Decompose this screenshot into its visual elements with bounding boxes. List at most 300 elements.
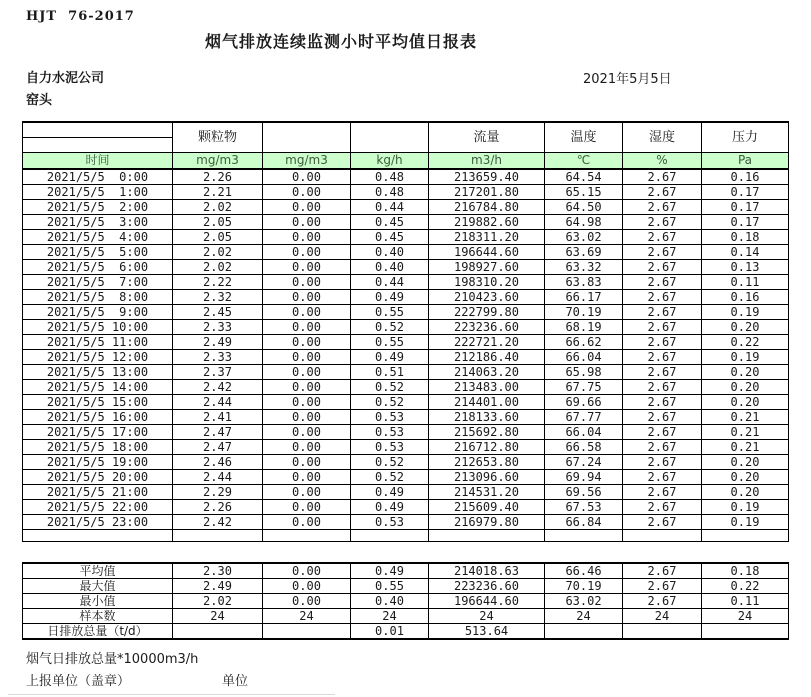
value-cell-3: 213096.60 [429,470,545,485]
value-cell-3: 216712.80 [429,440,545,455]
time-cell: 2021/5/5 15:00 [23,395,173,410]
value-cell-1: 0.00 [263,169,351,185]
unit-header-cell-0: 时间 [23,153,173,170]
value-cell-1: 0.00 [263,380,351,395]
summary-value-cell-0: 2.49 [173,579,263,594]
summary-value-cell-0 [173,624,263,640]
blank-cell [23,530,173,542]
value-cell-4: 65.98 [545,365,623,380]
value-cell-5: 2.67 [623,425,702,440]
table-row [23,410,789,425]
summary-value-cell-2: 0.01 [351,624,429,640]
table-row [23,215,789,230]
value-cell-3: 210423.60 [429,290,545,305]
summary-row [23,609,789,624]
value-cell-4: 63.02 [545,230,623,245]
unit-header-cell-4: m3/h [429,153,545,170]
value-cell-4: 69.56 [545,485,623,500]
table-row [23,395,789,410]
value-cell-3: 216979.80 [429,515,545,530]
summary-value-cell-2: 0.49 [351,563,429,579]
value-cell-2: 0.49 [351,290,429,305]
value-cell-6: 0.14 [702,245,789,260]
pollutant-header-cell-2 [263,122,351,153]
value-cell-1: 0.00 [263,515,351,530]
value-cell-6: 0.17 [702,215,789,230]
value-cell-5: 2.67 [623,365,702,380]
value-cell-1: 0.00 [263,290,351,305]
summary-label-cell: 最小值 [23,594,173,609]
value-cell-3: 198310.20 [429,275,545,290]
value-cell-4: 63.83 [545,275,623,290]
summary-value-cell-3: 196644.60 [429,594,545,609]
value-cell-0: 2.44 [173,470,263,485]
value-cell-6: 0.20 [702,470,789,485]
value-cell-2: 0.52 [351,380,429,395]
value-cell-6: 0.21 [702,440,789,455]
value-cell-2: 0.44 [351,275,429,290]
value-cell-4: 67.53 [545,500,623,515]
summary-value-cell-2: 24 [351,609,429,624]
value-cell-4: 66.62 [545,335,623,350]
time-cell: 2021/5/5 17:00 [23,425,173,440]
pollutant-header-cell-5: 温度 [545,122,623,153]
table-row [23,275,789,290]
summary-value-cell-5: 2.67 [623,579,702,594]
value-cell-0: 2.47 [173,440,263,455]
summary-value-cell-1: 24 [263,609,351,624]
value-cell-1: 0.00 [263,185,351,200]
time-cell: 2021/5/5 10:00 [23,320,173,335]
value-cell-4: 67.24 [545,455,623,470]
value-cell-2: 0.53 [351,425,429,440]
time-cell: 2021/5/5 1:00 [23,185,173,200]
table-row [23,320,789,335]
value-cell-5: 2.67 [623,350,702,365]
value-cell-6: 0.13 [702,260,789,275]
value-cell-6: 0.22 [702,335,789,350]
blank-cell [263,530,351,542]
table-row [23,169,789,185]
summary-label-cell: 最大值 [23,579,173,594]
value-cell-0: 2.29 [173,485,263,500]
table-row [23,200,789,215]
time-cell: 2021/5/5 5:00 [23,245,173,260]
value-cell-3: 213659.40 [429,169,545,185]
summary-value-cell-6: 0.11 [702,594,789,609]
summary-row [23,624,789,640]
unit-header-cell-5: ℃ [545,153,623,170]
value-cell-5: 2.67 [623,230,702,245]
value-cell-3: 215609.40 [429,500,545,515]
value-cell-5: 2.67 [623,410,702,425]
time-cell: 2021/5/5 9:00 [23,305,173,320]
value-cell-3: 222799.80 [429,305,545,320]
value-cell-0: 2.44 [173,395,263,410]
summary-label-cell: 样本数 [23,609,173,624]
value-cell-2: 0.40 [351,260,429,275]
value-cell-6: 0.19 [702,350,789,365]
blank-cell [429,530,545,542]
value-cell-6: 0.11 [702,275,789,290]
time-cell: 2021/5/5 12:00 [23,350,173,365]
value-cell-4: 64.98 [545,215,623,230]
summary-value-cell-0: 2.30 [173,563,263,579]
pollutant-header-cell-6: 湿度 [623,122,702,153]
value-cell-3: 198927.60 [429,260,545,275]
unit-header-row [23,153,789,170]
value-cell-0: 2.45 [173,305,263,320]
summary-row [23,594,789,609]
value-cell-1: 0.00 [263,260,351,275]
value-cell-6: 0.20 [702,455,789,470]
summary-value-cell-3: 214018.63 [429,563,545,579]
value-cell-2: 0.49 [351,485,429,500]
page-title: 烟气排放连续监测小时平均值日报表 [205,32,478,51]
summary-value-cell-2: 0.40 [351,594,429,609]
value-cell-0: 2.32 [173,290,263,305]
value-cell-3: 216784.80 [429,200,545,215]
pollutant-header-cell-3 [351,122,429,153]
time-cell: 2021/5/5 16:00 [23,410,173,425]
time-cell: 2021/5/5 6:00 [23,260,173,275]
value-cell-4: 64.50 [545,200,623,215]
table-row [23,335,789,350]
summary-row [23,563,789,579]
page-bottom-rule [8,694,335,695]
value-cell-0: 2.42 [173,380,263,395]
value-cell-2: 0.44 [351,200,429,215]
table-row [23,485,789,500]
value-cell-6: 0.16 [702,290,789,305]
value-cell-6: 0.20 [702,380,789,395]
table-row [23,185,789,200]
value-cell-4: 67.77 [545,410,623,425]
value-cell-2: 0.48 [351,185,429,200]
value-cell-6: 0.19 [702,515,789,530]
value-cell-5: 2.67 [623,455,702,470]
table-row [23,380,789,395]
value-cell-3: 213483.00 [429,380,545,395]
value-cell-4: 66.84 [545,515,623,530]
value-cell-5: 2.67 [623,440,702,455]
value-cell-1: 0.00 [263,470,351,485]
summary-label-cell: 平均值 [23,563,173,579]
table-row [23,230,789,245]
value-cell-4: 66.04 [545,425,623,440]
summary-rows [23,563,789,639]
value-cell-0: 2.41 [173,410,263,425]
monitor-point-label: 窑头 [26,93,53,108]
value-cell-6: 0.19 [702,305,789,320]
value-cell-5: 2.67 [623,335,702,350]
value-cell-0: 2.02 [173,260,263,275]
value-cell-1: 0.00 [263,455,351,470]
value-cell-5: 2.67 [623,305,702,320]
value-cell-4: 63.69 [545,245,623,260]
table-row [23,305,789,320]
summary-value-cell-0: 2.02 [173,594,263,609]
value-cell-0: 2.46 [173,455,263,470]
value-cell-1: 0.00 [263,395,351,410]
value-cell-0: 2.26 [173,169,263,185]
summary-value-cell-1: 0.00 [263,594,351,609]
summary-value-cell-4 [545,624,623,640]
value-cell-2: 0.51 [351,365,429,380]
value-cell-6: 0.21 [702,425,789,440]
time-cell: 2021/5/5 18:00 [23,440,173,455]
value-cell-6: 0.17 [702,200,789,215]
value-cell-3: 196644.60 [429,245,545,260]
time-cell: 2021/5/5 23:00 [23,515,173,530]
value-cell-0: 2.33 [173,350,263,365]
value-cell-4: 66.58 [545,440,623,455]
time-cell: 2021/5/5 13:00 [23,365,173,380]
standard-code: HJT 76-2017 [26,9,135,24]
value-cell-1: 0.00 [263,365,351,380]
value-cell-2: 0.52 [351,320,429,335]
summary-row [23,579,789,594]
time-cell: 2021/5/5 0:00 [23,169,173,185]
time-cell: 2021/5/5 8:00 [23,290,173,305]
time-cell: 2021/5/5 4:00 [23,230,173,245]
value-cell-2: 0.49 [351,350,429,365]
time-cell: 2021/5/5 3:00 [23,215,173,230]
table-row [23,350,789,365]
value-cell-3: 217201.80 [429,185,545,200]
summary-label-cell: 日排放总量（t/d） [23,624,173,640]
table-row [23,425,789,440]
value-cell-5: 2.67 [623,200,702,215]
company-name: 自力水泥公司 [26,71,105,86]
unit-header-cell-6: % [623,153,702,170]
value-cell-1: 0.00 [263,215,351,230]
value-cell-2: 0.55 [351,335,429,350]
value-cell-6: 0.20 [702,365,789,380]
hourly-data-table [22,121,789,542]
unit-header-cell-2: mg/m3 [263,153,351,170]
summary-value-cell-6: 0.18 [702,563,789,579]
value-cell-3: 212186.40 [429,350,545,365]
blank-cell [702,530,789,542]
value-cell-0: 2.21 [173,185,263,200]
summary-value-cell-1 [263,624,351,640]
time-cell: 2021/5/5 20:00 [23,470,173,485]
summary-value-cell-4: 70.19 [545,579,623,594]
value-cell-6: 0.17 [702,185,789,200]
value-cell-5: 2.67 [623,245,702,260]
value-cell-2: 0.52 [351,470,429,485]
value-cell-2: 0.45 [351,230,429,245]
summary-table [22,562,789,640]
value-cell-4: 63.32 [545,260,623,275]
value-cell-0: 2.02 [173,200,263,215]
summary-value-cell-4: 63.02 [545,594,623,609]
summary-value-cell-3: 223236.60 [429,579,545,594]
value-cell-0: 2.42 [173,515,263,530]
value-cell-0: 2.47 [173,425,263,440]
value-cell-0: 2.05 [173,230,263,245]
summary-value-cell-1: 0.00 [263,579,351,594]
unit-header-cell-1: mg/m3 [173,153,263,170]
value-cell-0: 2.26 [173,500,263,515]
pollutant-header-row [23,122,789,138]
table-row [23,455,789,470]
value-cell-6: 0.20 [702,320,789,335]
value-cell-0: 2.49 [173,335,263,350]
value-cell-2: 0.48 [351,169,429,185]
summary-value-cell-5: 24 [623,609,702,624]
value-cell-3: 222721.20 [429,335,545,350]
summary-value-cell-3: 513.64 [429,624,545,640]
table-row [23,260,789,275]
value-cell-2: 0.40 [351,245,429,260]
value-cell-5: 2.67 [623,470,702,485]
blank-cell [173,530,263,542]
value-cell-5: 2.67 [623,290,702,305]
blank-cell [351,530,429,542]
value-cell-3: 218311.20 [429,230,545,245]
summary-value-cell-3: 24 [429,609,545,624]
value-cell-1: 0.00 [263,500,351,515]
value-cell-6: 0.21 [702,410,789,425]
value-cell-1: 0.00 [263,230,351,245]
value-cell-3: 223236.60 [429,320,545,335]
value-cell-2: 0.53 [351,410,429,425]
value-cell-6: 0.18 [702,230,789,245]
table-row [23,515,789,530]
value-cell-4: 64.54 [545,169,623,185]
value-cell-4: 69.94 [545,470,623,485]
header-time-subcell-bottom [23,138,173,153]
value-cell-1: 0.00 [263,245,351,260]
summary-value-cell-4: 66.46 [545,563,623,579]
value-cell-3: 219882.60 [429,215,545,230]
flow-total-note: 烟气日排放总量*10000m3/h [26,652,199,667]
value-cell-4: 66.04 [545,350,623,365]
value-cell-2: 0.53 [351,515,429,530]
value-cell-6: 0.20 [702,485,789,500]
summary-value-cell-5 [623,624,702,640]
summary-value-cell-5: 2.67 [623,594,702,609]
summary-value-cell-2: 0.55 [351,579,429,594]
value-cell-0: 2.22 [173,275,263,290]
time-cell: 2021/5/5 2:00 [23,200,173,215]
pollutant-header-cell-7: 压力 [702,122,789,153]
value-cell-3: 214401.00 [429,395,545,410]
blank-cell [623,530,702,542]
value-cell-1: 0.00 [263,320,351,335]
value-cell-1: 0.00 [263,335,351,350]
value-cell-6: 0.16 [702,169,789,185]
value-cell-5: 2.67 [623,260,702,275]
summary-value-cell-6: 0.22 [702,579,789,594]
summary-value-cell-6 [702,624,789,640]
table-row [23,500,789,515]
table-row [23,440,789,455]
value-cell-5: 2.67 [623,485,702,500]
value-cell-0: 2.37 [173,365,263,380]
value-cell-4: 67.75 [545,380,623,395]
value-cell-4: 70.19 [545,305,623,320]
value-cell-2: 0.53 [351,440,429,455]
value-cell-5: 2.67 [623,500,702,515]
blank-cell [545,530,623,542]
time-cell: 2021/5/5 22:00 [23,500,173,515]
value-cell-5: 2.67 [623,320,702,335]
value-cell-6: 0.20 [702,395,789,410]
value-cell-3: 212653.80 [429,455,545,470]
value-cell-3: 215692.80 [429,425,545,440]
header-time-subcell-top [23,122,173,138]
value-cell-5: 2.67 [623,275,702,290]
value-cell-5: 2.67 [623,215,702,230]
value-cell-0: 2.33 [173,320,263,335]
summary-value-cell-1: 0.00 [263,563,351,579]
report-date: 2021年5月5日 [583,72,672,87]
time-cell: 2021/5/5 21:00 [23,485,173,500]
value-cell-2: 0.45 [351,215,429,230]
unit-header-cell-3: kg/h [351,153,429,170]
report-unit-label: 上报单位（盖章） [26,674,131,689]
value-cell-4: 68.19 [545,320,623,335]
table-row [23,470,789,485]
summary-value-cell-4: 24 [545,609,623,624]
hourly-rows [23,169,789,542]
value-cell-2: 0.55 [351,305,429,320]
value-cell-2: 0.52 [351,455,429,470]
value-cell-1: 0.00 [263,305,351,320]
summary-value-cell-6: 24 [702,609,789,624]
value-cell-1: 0.00 [263,425,351,440]
time-cell: 2021/5/5 19:00 [23,455,173,470]
value-cell-3: 218133.60 [429,410,545,425]
value-cell-2: 0.52 [351,395,429,410]
table-row [23,365,789,380]
table-row [23,290,789,305]
value-cell-5: 2.67 [623,185,702,200]
value-cell-3: 214063.20 [429,365,545,380]
time-cell: 2021/5/5 14:00 [23,380,173,395]
value-cell-4: 69.66 [545,395,623,410]
pollutant-header-cell-1: 颗粒物 [173,122,263,153]
unit-header-cell-7: Pa [702,153,789,170]
value-cell-5: 2.67 [623,515,702,530]
value-cell-1: 0.00 [263,200,351,215]
value-cell-4: 65.15 [545,185,623,200]
value-cell-0: 2.02 [173,245,263,260]
value-cell-1: 0.00 [263,485,351,500]
pollutant-header-cell-4: 流量 [429,122,545,153]
value-cell-6: 0.19 [702,500,789,515]
value-cell-5: 2.67 [623,395,702,410]
unit-label: 单位 [222,674,249,689]
value-cell-1: 0.00 [263,440,351,455]
summary-value-cell-5: 2.67 [623,563,702,579]
time-cell: 2021/5/5 7:00 [23,275,173,290]
value-cell-1: 0.00 [263,275,351,290]
table-header [23,122,789,169]
value-cell-1: 0.00 [263,410,351,425]
value-cell-2: 0.49 [351,500,429,515]
value-cell-5: 2.67 [623,169,702,185]
value-cell-0: 2.05 [173,215,263,230]
value-cell-3: 214531.20 [429,485,545,500]
value-cell-5: 2.67 [623,380,702,395]
value-cell-1: 0.00 [263,350,351,365]
time-cell: 2021/5/5 11:00 [23,335,173,350]
value-cell-4: 66.17 [545,290,623,305]
